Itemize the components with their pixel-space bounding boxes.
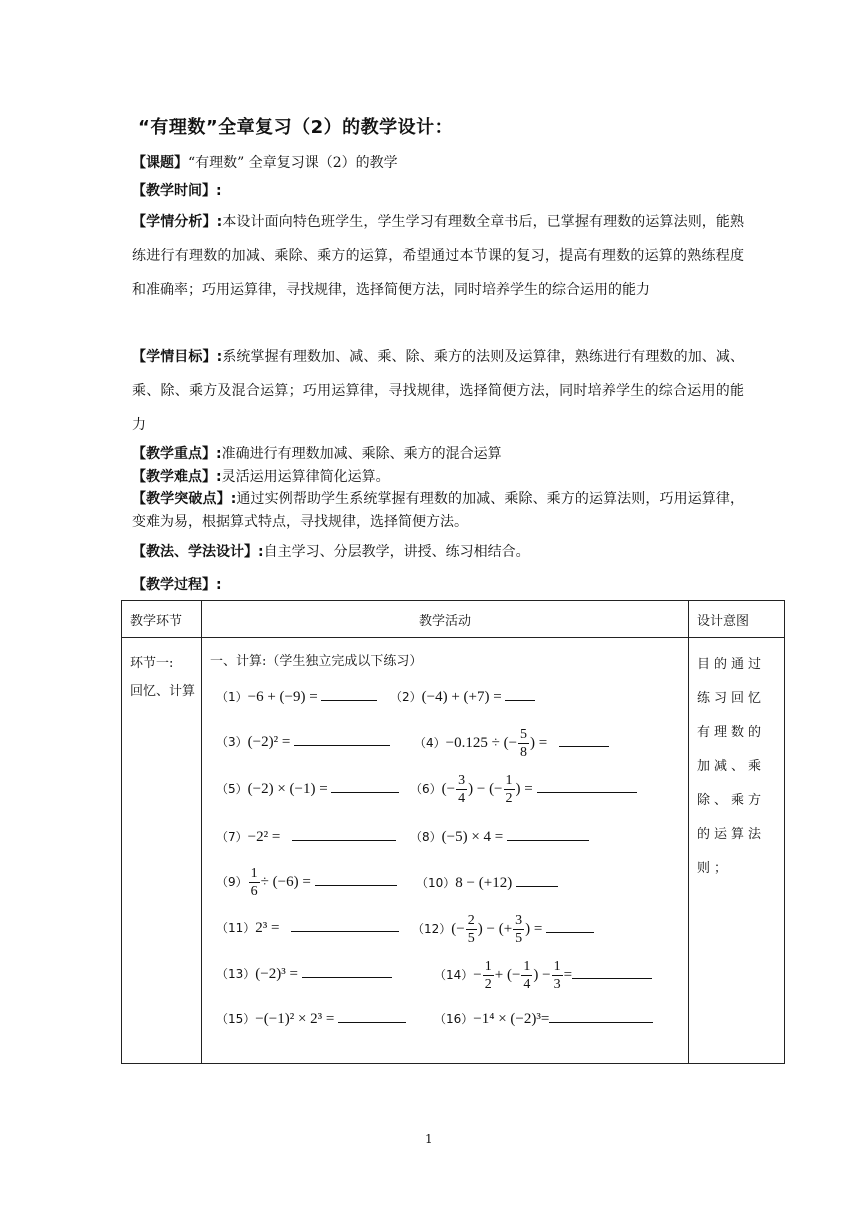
intent-cell: 目的通过练习回忆有理数的加减、乘除、乘方的运算法则； [689,638,785,1064]
answer-blank[interactable] [315,884,397,886]
answer-blank[interactable] [291,930,399,932]
breakthrough-text: 通过实例帮助学生系统掌握有理数的加减、乘除、乘方的运算法则，巧用运算律，变难为易，根据算式特点，寻找规律，选择简便方法。 [132,491,745,530]
answer-blank[interactable] [516,885,558,887]
goal-paragraph [132,340,744,442]
activity-cell [202,638,689,1064]
exercise-14: （14）− $\frac{1}{2}$ + (− $\frac{1}{4}$ ) − $\frac{1}{3}$ = [434,958,652,993]
exercise-5: （5）(−2) × (−1) = [216,780,399,798]
method-line [132,541,530,561]
difficulty-line [132,466,390,486]
answer-blank[interactable] [572,977,652,979]
method-label: 【教法、学法设计】: [132,544,264,560]
answer-blank[interactable] [507,839,589,841]
exercise-9: （9） $\frac{1}{6}$ ÷ (−6) = [216,865,397,900]
answer-blank[interactable] [292,839,396,841]
answer-blank[interactable] [338,1021,406,1023]
answer-blank[interactable] [559,745,609,747]
difficulty-text: 灵活运用运算律简化运算。 [221,469,390,485]
process-label: 【教学过程】: [132,577,222,593]
header-activity: 教学活动 [202,601,689,638]
exercise-3: （3）(−2)² = [216,733,390,751]
answer-blank[interactable] [537,791,637,793]
stage-line1: 环节一: [130,656,174,671]
page-number: 1 [425,1132,433,1146]
page-title: “有理数”全章复习（2）的教学设计： [138,117,454,138]
answer-blank[interactable] [302,976,392,978]
exercise-1: （1）−6 + (−9) = [216,688,377,706]
answer-blank[interactable] [505,699,535,701]
answer-blank[interactable] [294,744,390,746]
stage-line2: 回忆、计算 [130,684,196,699]
table-header-row [122,601,785,638]
time-line [132,180,222,200]
answer-blank[interactable] [549,1021,653,1023]
exercise-13: （13）(−2)³ = [216,965,392,983]
header-intent: 设计意图 [689,601,785,638]
topic-label: 【课题】 [132,155,188,171]
exercise-4: （4）−0.125 ÷ (− $\frac{5}{8}$ ) = [414,726,609,761]
analysis-text: 本设计面向特色班学生，学生学习有理数全章书后，已掌握有理数的运算法则，能熟练进行有理数的加减、乘除、乘方的运算，希望通过本节课的复习，提高有理数的运算的熟练程度和准确率；巧用运算律，寻找规律，选择简便方法，同时培养学生的综合运用的能力 [132,214,744,298]
time-label: 【教学时间】: [132,183,222,199]
exercise-6: （6）(− $\frac{3}{4}$ ) − (− $\frac{1}{2}$ ) = [410,772,637,807]
answer-blank[interactable] [321,699,377,701]
exercise-8: （8）(−5) × 4 = [410,828,589,846]
exercise-10: （10）8 − (+12) [416,874,558,892]
answer-blank[interactable] [331,791,399,793]
exercise-2: （2）(−4) + (+7) = [390,688,535,706]
goal-text: 系统掌握有理数加、减、乘、除、乘方的法则及运算律，熟练进行有理数的加、减、乘、除、乘方及混合运算；巧用运算律，寻找规律，选择简便方法，同时培养学生的综合运用的能力 [132,349,744,433]
key-line [132,443,502,463]
key-label: 【教学重点】: [132,446,222,462]
analysis-paragraph [132,205,744,307]
answer-blank[interactable] [546,931,594,933]
exercise-16: （16）−1⁴ × (−2)³= [434,1010,653,1028]
header-stage: 教学环节 [122,601,202,638]
breakthrough-paragraph [132,488,744,534]
exercise-15: （15）−(−1)² × 2³ = [216,1010,406,1028]
process-line [132,574,222,594]
table-row [122,638,785,1064]
exercise-11: （11）2³ = [216,919,399,937]
exercise-7: （7）−2² = [216,828,396,846]
goal-label: 【学情目标】: [132,349,223,365]
key-text: 准确进行有理数加减、乘除、乘方的混合运算 [221,446,502,462]
process-table [121,600,785,1064]
difficulty-label: 【教学难点】: [132,469,222,485]
breakthrough-label: 【教学突破点】: [132,491,237,507]
stage-cell [122,638,202,1064]
exercise-12: （12）(− $\frac{2}{5}$ ) − (+ $\frac{3}{5}$ ) = [412,912,594,947]
topic-line [132,152,398,172]
topic-value: “有理数” 全章复习课（2）的教学 [188,155,398,171]
analysis-label: 【学情分析】: [132,214,223,230]
method-text: 自主学习、分层教学，讲授、练习相结合。 [263,544,530,560]
activity-heading: 一、计算:（学生独立完成以下练习） [210,654,423,669]
